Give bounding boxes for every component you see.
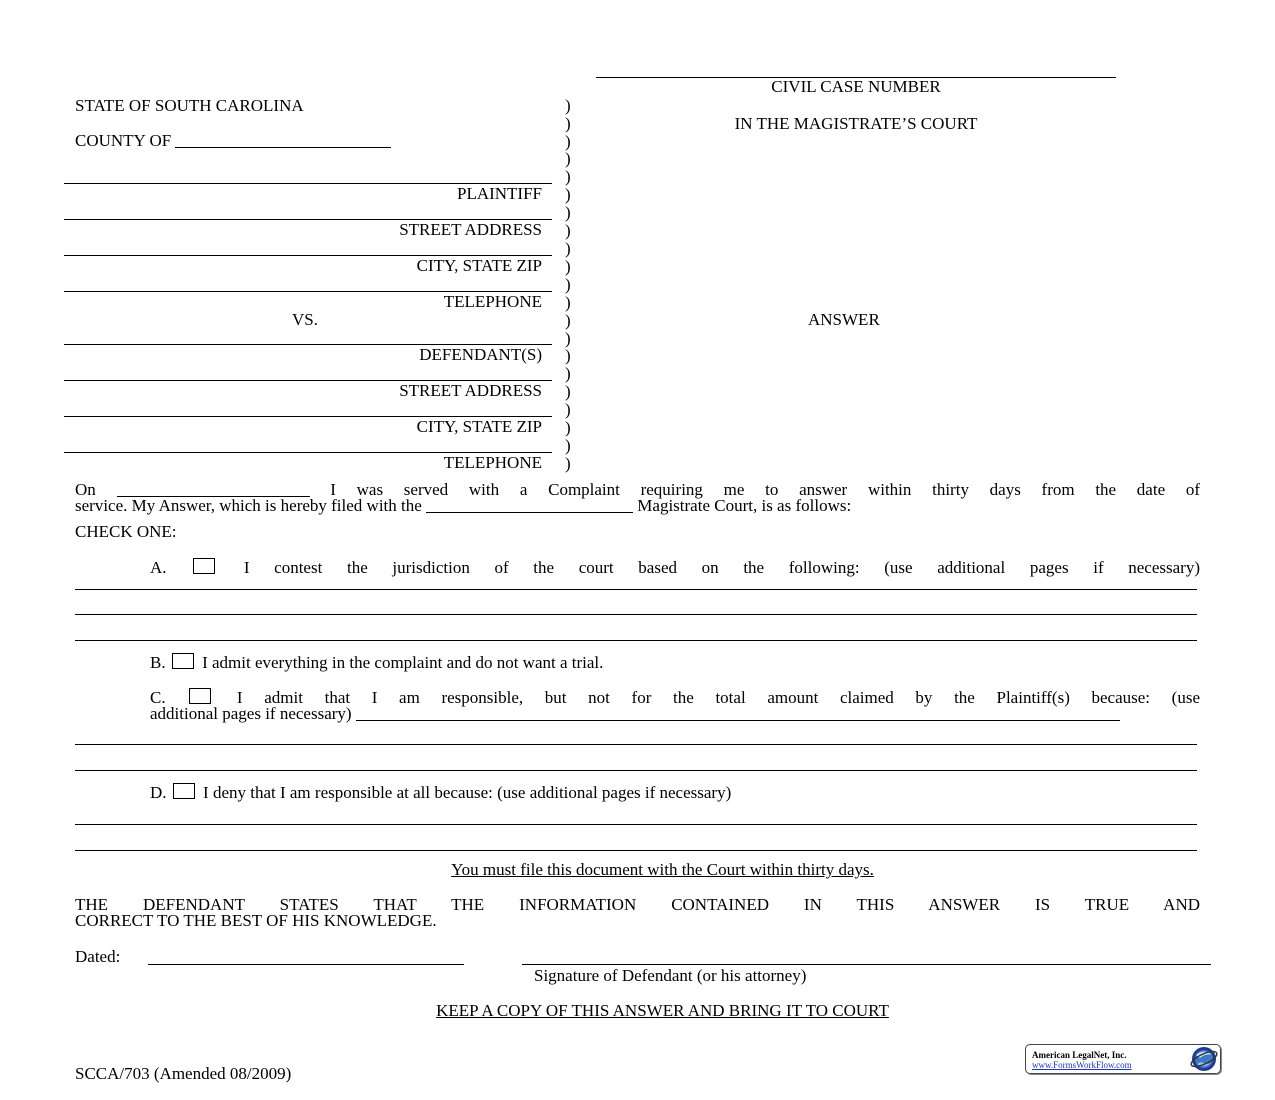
option-b-letter: B. xyxy=(150,653,166,672)
option-c-text-2: additional pages if necessary) xyxy=(150,704,352,723)
option-c-line-2 xyxy=(150,705,1120,722)
option-c-letter: C. xyxy=(150,688,166,707)
form-id: SCCA/703 (Amended 08/2009) xyxy=(75,1064,292,1083)
intro-line2-end: Magistrate Court, is as follows: xyxy=(637,496,852,515)
paren-21: ) xyxy=(565,454,571,473)
intro-line-2 xyxy=(75,497,851,514)
plaintiff-label: PLAINTIFF xyxy=(456,184,542,203)
magistrate-court-field[interactable] xyxy=(426,511,633,513)
option-b-checkbox[interactable] xyxy=(172,653,194,669)
state-label: STATE OF SOUTH CAROLINA xyxy=(75,96,304,115)
paren-7: ) xyxy=(565,203,571,222)
paren-5: ) xyxy=(565,167,571,186)
defendant-street-label: STREET ADDRESS xyxy=(399,381,542,400)
option-a-letter: A. xyxy=(150,558,167,577)
option-a-line-3[interactable] xyxy=(75,640,1197,641)
option-c-checkbox[interactable] xyxy=(189,688,211,704)
paren-15: ) xyxy=(565,346,571,365)
paren-16: ) xyxy=(565,364,571,383)
option-d xyxy=(150,783,731,801)
statement-line-2: CORRECT TO THE BEST OF HIS KNOWLEDGE. xyxy=(75,911,437,930)
paren-3: ) xyxy=(565,132,571,151)
intro-served-text: I was served with a Complaint requiring me to answer within thirty days from the date of xyxy=(330,480,1201,499)
option-d-text: I deny that I am responsible at all because: (use additional pages if necessary) xyxy=(203,783,732,802)
paren-13: ) xyxy=(565,311,571,330)
option-d-checkbox[interactable] xyxy=(173,783,195,799)
option-a-line-1[interactable] xyxy=(75,589,1197,590)
paren-2: ) xyxy=(565,114,571,133)
defendant-city-label: CITY, STATE ZIP xyxy=(416,417,542,436)
option-d-letter: D. xyxy=(150,783,167,802)
check-one-label: CHECK ONE: xyxy=(75,522,177,541)
paren-4: ) xyxy=(565,149,571,168)
option-b-text: I admit everything in the complaint and do not want a trial. xyxy=(202,653,604,672)
globe-icon xyxy=(1186,1044,1220,1074)
option-a-text: I contest the jurisdiction of the court based on the following: (use additional pages if necessary) xyxy=(243,558,1200,577)
county-label xyxy=(75,132,391,149)
signature-line[interactable] xyxy=(522,964,1211,965)
legalnet-logo[interactable] xyxy=(1025,1044,1221,1074)
option-d-line-2[interactable] xyxy=(75,850,1197,851)
paren-10: ) xyxy=(565,257,571,276)
defendant-telephone-label: TELEPHONE xyxy=(443,453,542,472)
option-c-line-a[interactable] xyxy=(75,744,1197,745)
versus-label: VS. xyxy=(292,310,318,329)
intro-line2-start: service. My Answer, which is hereby filed with the xyxy=(75,496,422,515)
plaintiff-telephone-label: TELEPHONE xyxy=(443,292,542,311)
case-number-label: CIVIL CASE NUMBER xyxy=(771,77,941,96)
paren-20: ) xyxy=(565,436,571,455)
option-a-checkbox[interactable] xyxy=(193,558,215,574)
paren-14: ) xyxy=(565,329,571,348)
plaintiff-city-label: CITY, STATE ZIP xyxy=(416,256,542,275)
paren-6: ) xyxy=(565,185,571,204)
county-text: COUNTY OF xyxy=(75,131,172,150)
paren-19: ) xyxy=(565,418,571,437)
county-field[interactable] xyxy=(175,146,391,148)
paren-12: ) xyxy=(565,293,571,312)
paren-8: ) xyxy=(565,221,571,240)
intro-on: On xyxy=(75,480,96,499)
option-c-field[interactable] xyxy=(356,719,1120,721)
logo-url[interactable]: www.FormsWorkFlow.com xyxy=(1032,1060,1132,1070)
option-a-line-2[interactable] xyxy=(75,614,1197,615)
option-d-line-1[interactable] xyxy=(75,824,1197,825)
dated-field[interactable] xyxy=(148,964,464,965)
statement-line-1: THE DEFENDANT STATES THAT THE INFORMATION CONTAINED IN THIS ANSWER IS TRUE AND xyxy=(75,895,1200,914)
paren-11: ) xyxy=(565,275,571,294)
defendant-label: DEFENDANT(S) xyxy=(419,345,542,364)
option-a xyxy=(150,558,1200,576)
logo-company: American LegalNet, Inc. xyxy=(1032,1050,1127,1060)
option-c-text: I admit that I am responsible, but not for the total amount claimed by the Plaintiff(s) because: (use xyxy=(236,688,1201,707)
document-title: ANSWER xyxy=(808,310,880,329)
keep-copy-notice: KEEP A COPY OF THIS ANSWER AND BRING IT TO COURT xyxy=(436,1001,889,1020)
paren-18: ) xyxy=(565,400,571,419)
court-label: IN THE MAGISTRATE’S COURT xyxy=(734,114,978,133)
option-b xyxy=(150,653,603,671)
option-c-line-b[interactable] xyxy=(75,770,1197,771)
paren-17: ) xyxy=(565,382,571,401)
signature-label: Signature of Defendant (or his attorney) xyxy=(534,966,807,985)
dated-label: Dated: xyxy=(75,947,121,966)
plaintiff-street-label: STREET ADDRESS xyxy=(399,220,542,239)
paren-9: ) xyxy=(565,239,571,258)
filing-notice: You must file this document with the Court within thirty days. xyxy=(451,860,874,879)
paren-1: ) xyxy=(565,96,571,115)
